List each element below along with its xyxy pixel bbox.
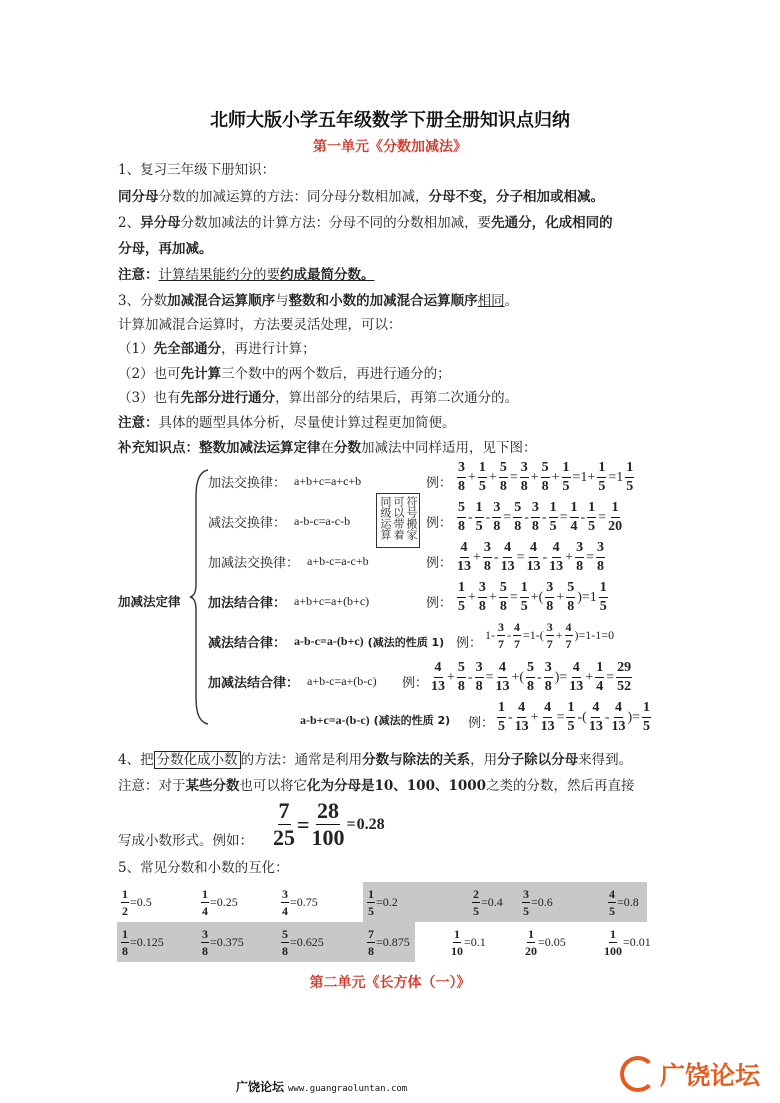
- conversion-cell: $\frac{1}{20}$ =0.05: [525, 926, 566, 958]
- decimal-example: $\frac{7}{25}$ = $\frac{28}{100}$ = 0.28: [273, 798, 385, 850]
- law-mixed-associative: 加减法结合律： a+b-c=a+(b-c): [208, 674, 377, 691]
- line-11: 注意：具体的题型具体分析，尽量使计算过程更加简便。: [118, 415, 456, 431]
- law-main-label: 加减法定律: [118, 594, 181, 609]
- unit-1-heading: 第一单元《分数加减法》: [313, 139, 467, 155]
- example-7: 1 5 - 4 13 + $\frac{4}{13}$ = $\frac{1}{5}$ -( 4 13 - 4 13 )= $\frac{1}{5}$: [498, 700, 651, 734]
- line-5: 注意：计算结果能约分的要约成最简分数。: [118, 267, 375, 283]
- side-note-box: 符号搬家 可以带着 同级运算: [376, 493, 420, 548]
- law-subtraction-associative: 减法结合律： a-b-c=a-(b+c) (减法的性质 1): [208, 634, 445, 651]
- law-addition-associative: 加法结合律： a+b+c=a+(b+c): [208, 594, 370, 611]
- conversion-cell: $\frac{1}{100}$ =0.01: [604, 926, 651, 958]
- footer-site-name: 广饶论坛: [236, 1080, 285, 1094]
- conversion-cell: $\frac{5}{8}$ =0.625: [277, 922, 363, 962]
- conversion-table: [117, 882, 667, 962]
- law-mixed-commutative: 加减法交换律： a+b-c=a-c+b: [208, 554, 369, 571]
- example-6: 4 13 + $\frac{5}{8}$ - $\frac{3}{8}$ = $\frac{4}{13}$ +( 5 8 - 3 8 )= $\frac{4}{13}$ + $\frac{1}{4}$ = $\frac{29}{52}$: [431, 660, 632, 694]
- conversion-cell: $\frac{1}{2}$ =0.5: [122, 886, 152, 918]
- line-6: 3、分数加减混合运算顺序与整数和小数的加减混合运算顺序相同。: [118, 293, 519, 309]
- line-4: 分母，再加减。: [118, 241, 213, 257]
- example-3: 4 13 + $\frac{3}{8}$ - $\frac{4}{13}$ = $\frac{4}{13}$ - 4 13 + $\frac{3}{8}$ = $\frac{3}{8}$: [457, 540, 604, 574]
- brace-icon: [188, 466, 210, 728]
- logo-g-icon: [620, 1056, 656, 1092]
- conversion-cell: $\frac{3}{8}$ =0.375: [197, 922, 277, 962]
- conversion-cell: $\frac{3}{5}$ =0.6: [521, 882, 607, 922]
- line-8: （1）先全部通分，再进行计算；: [118, 341, 316, 357]
- law-subtraction-property-2: a-b+c=a-(b-c) (减法的性质 2): [300, 712, 451, 727]
- conversion-cell: $\frac{7}{8}$ =0.875: [363, 922, 415, 962]
- line-13: 4、把 分数化成小数 的方法：通常是利用分数与除法的关系，用分子除以分母来得到。: [118, 752, 633, 768]
- line-10: （3）也有先部分进行通分，算出部分的结果后，再第二次通分的。: [118, 390, 519, 406]
- example-label-2: 例：: [426, 516, 453, 531]
- line-7: 计算加减混合运算时，方法要灵活处理，可以：: [118, 317, 402, 333]
- example-label-4: 例：: [426, 596, 453, 611]
- line-12: 补充知识点：整数加减法运算定律在分数加减法中同样适用，见下图：: [118, 440, 537, 456]
- conversion-cell: $\frac{1}{10}$ =0.1: [451, 926, 486, 958]
- example-label-1: 例：: [426, 476, 453, 491]
- line-2: 同分母分数的加减运算的方法：同分母分数相加减，分母不变，分子相加或相减。: [118, 189, 604, 205]
- example-label-7: 例：: [468, 716, 495, 731]
- line-15: 写成小数形式。例如：: [118, 833, 253, 849]
- conversion-cell: $\frac{4}{5}$ =0.8: [607, 882, 647, 922]
- example-1: 3 8 + $\frac{1}{5}$ + $\frac{5}{8}$ = $\frac{3}{8}$ + $\frac{5}{8}$ + $\frac{1}{5}$ =1+ $\frac{1}{5}$ =1 1 5: [458, 460, 634, 494]
- conversion-cell: $\frac{1}{5}$ =0.2: [363, 882, 447, 922]
- line-16: 5、常见分数和小数的互化：: [118, 860, 289, 876]
- conversion-cell: $\frac{1}{8}$ =0.125: [117, 922, 197, 962]
- unit-2-heading: 第二单元《长方体（一）》: [309, 975, 471, 991]
- conversion-cell: $\frac{3}{4}$ =0.75: [282, 886, 318, 918]
- example-4: 1 5 + $\frac{3}{8}$ + $\frac{5}{8}$ = $\frac{1}{5}$ +( 3 8 + $\frac{5}{8}$ )=1 1 5: [458, 580, 607, 614]
- line-14: 注意：对于某些分数也可以将它化为分母是10、100、1000之类的分数，然后再直接: [118, 778, 635, 794]
- example-label-6: 例：: [402, 676, 429, 691]
- law-addition-commutative: 加法交换律： a+b+c=a+c+b: [208, 474, 362, 491]
- page-title: 北师大版小学五年级数学下册全册知识点归纳: [210, 110, 570, 131]
- line-1: 1、复习三年级下册知识：: [118, 162, 276, 178]
- footer-url: www.guangraoluntan.com: [288, 1084, 408, 1094]
- conversion-cell: $\frac{1}{4}$ =0.25: [202, 886, 238, 918]
- example-2: 5 8 - 1 5 - $\frac{3}{8}$ = $\frac{5}{8}$ - 3 8 - $\frac{1}{5}$ = $\frac{1}{4}$ - $\frac{1}{5}$ = $\frac{1}{20}$: [458, 500, 623, 534]
- law-subtraction-commutative: 减法交换律： a-b-c=a-c-b: [208, 514, 351, 531]
- conversion-cell: $\frac{2}{5}$ =0.4: [447, 882, 521, 922]
- example-label-5: 例：: [456, 636, 483, 651]
- site-logo: 广饶论坛: [620, 1054, 760, 1094]
- line-9: （2）也可先计算三个数中的两个数后，再进行通分的；: [118, 366, 451, 382]
- footer: [236, 1078, 407, 1095]
- line-3: 2、异分母分数加减法的计算方法：分母不同的分数相加减，要先通分，化成相同的: [118, 215, 613, 231]
- example-label-3: 例：: [426, 556, 453, 571]
- example-5: 1- 3 7 - $\frac{4}{7}$ =1-( 3 7 + $\frac{4}{7}$ )=1-1=0: [485, 620, 615, 651]
